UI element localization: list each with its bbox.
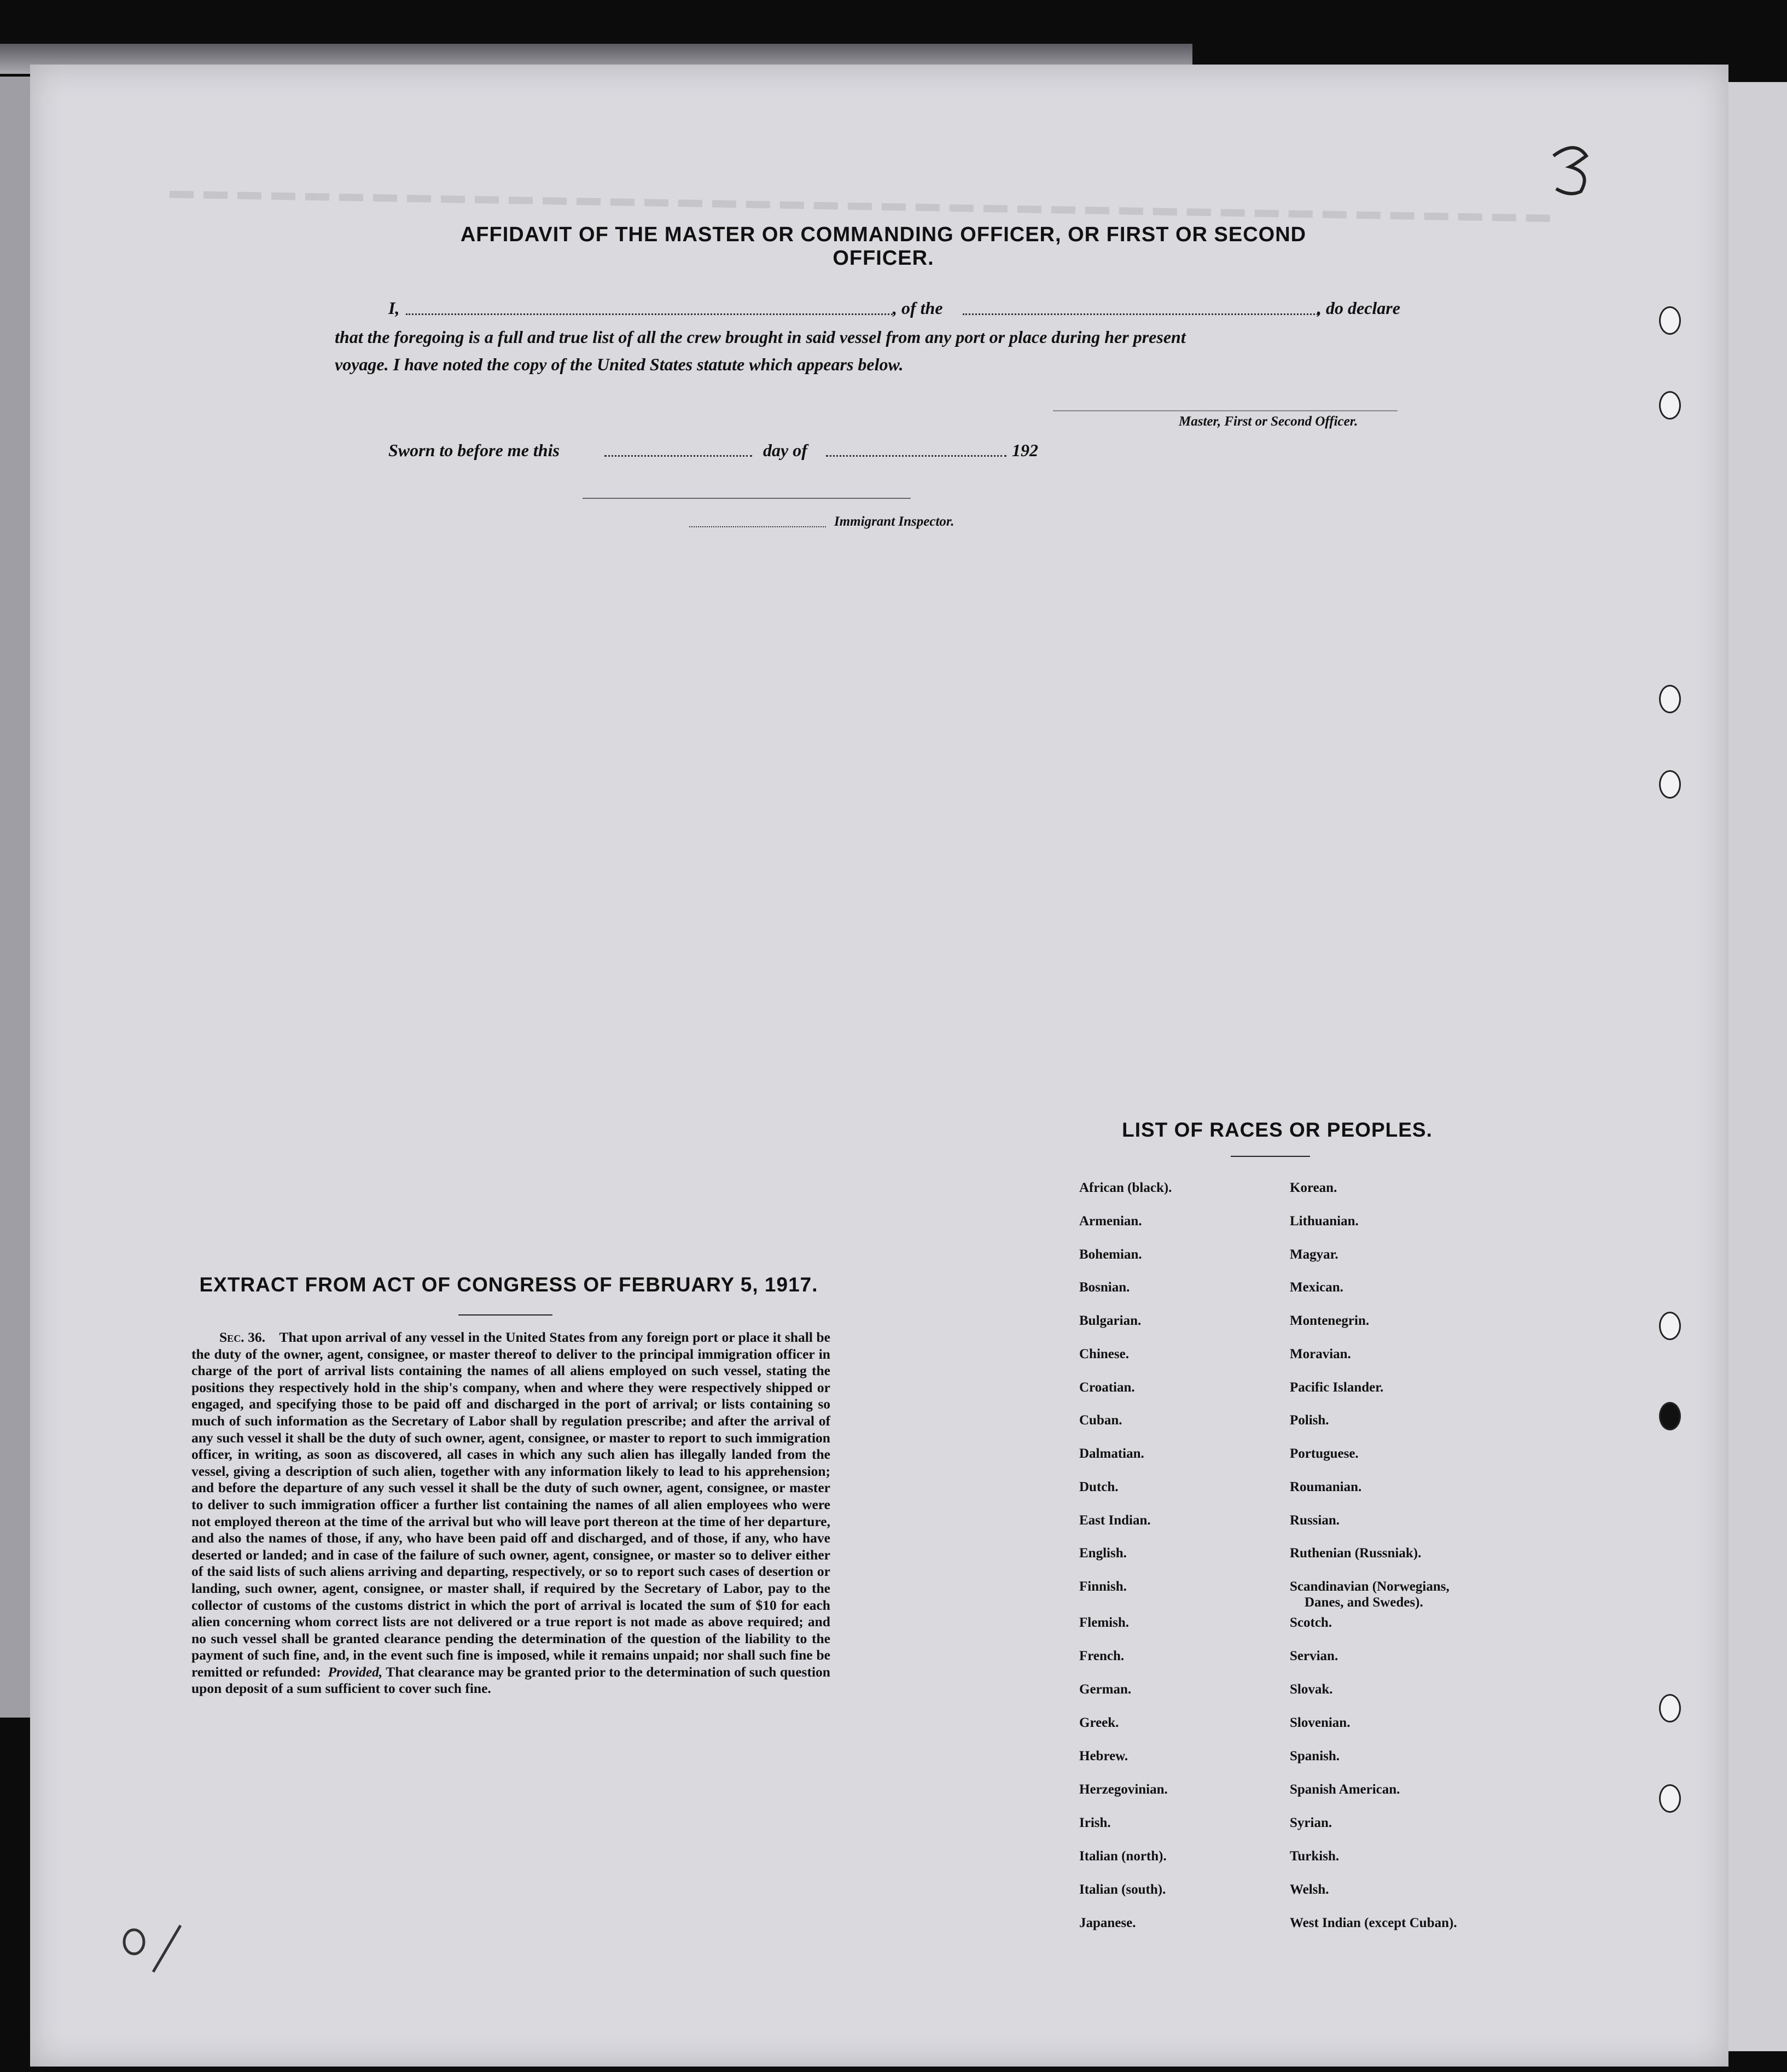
race-item: Scotch. [1290, 1615, 1332, 1630]
race-item: Montenegrin. [1290, 1313, 1370, 1328]
race-item: Dutch. [1079, 1480, 1119, 1494]
race-item: Spanish. [1290, 1749, 1340, 1763]
race-item: Herzegovinian. [1079, 1782, 1168, 1797]
binder-hole [1659, 1784, 1681, 1813]
affidavit-line2: that the foregoing is a full and true list of all the crew brought in said vessel from any port or place during her present [335, 327, 1186, 347]
race-item: Polish. [1290, 1413, 1329, 1428]
inspector-caption: Immigrant Inspector. [834, 514, 954, 529]
vessel-blank-field[interactable] [963, 313, 1318, 315]
bleed-through-text: ▬▬▬▬▬▬▬▬▬▬▬▬▬▬▬▬▬▬▬▬▬▬▬▬▬▬▬▬▬▬▬▬▬▬▬▬▬▬▬▬▬ [169, 176, 1561, 228]
races-title-rule [1231, 1156, 1310, 1157]
race-item: Servian. [1290, 1649, 1338, 1663]
race-item: Dalmatian. [1079, 1446, 1144, 1461]
race-item: French. [1079, 1649, 1125, 1663]
affidavit-line1-mid: , of the [893, 298, 943, 318]
race-item: Slovenian. [1290, 1715, 1351, 1730]
handwritten-corner-mark [1542, 139, 1608, 200]
race-item: Ruthenian (Russniak). [1290, 1546, 1422, 1561]
race-item: Syrian. [1290, 1815, 1332, 1830]
scanner-left-strip [0, 77, 30, 1718]
inspector-signature-field[interactable] [583, 498, 911, 499]
race-item: Portuguese. [1290, 1446, 1359, 1461]
race-item: Bohemian. [1079, 1247, 1142, 1262]
extract-title-rule [458, 1314, 552, 1316]
race-item: West Indian (except Cuban). [1290, 1916, 1457, 1930]
race-item: Scandinavian (Norwegians, [1290, 1579, 1450, 1594]
handwritten-bottom-mark [115, 1920, 197, 1975]
affidavit-line3: voyage. I have noted the copy of the United States statute which appears below. [335, 354, 904, 374]
race-item: Cuban. [1079, 1413, 1122, 1428]
race-item: Chinese. [1079, 1347, 1129, 1361]
race-item: Lithuanian. [1290, 1214, 1359, 1229]
race-item: Japanese. [1079, 1916, 1136, 1930]
race-item: Russian. [1290, 1513, 1340, 1528]
race-item: Danes, and Swedes). [1305, 1595, 1423, 1610]
race-item: Mexican. [1290, 1280, 1343, 1295]
sworn-line-mid: day of [763, 440, 807, 460]
race-item: Magyar. [1290, 1247, 1338, 1262]
officer-signature-caption: Master, First or Second Officer. [1179, 414, 1358, 429]
sworn-day-field[interactable] [604, 455, 752, 457]
race-item: African (black). [1079, 1180, 1172, 1195]
race-item: Roumanian. [1290, 1480, 1362, 1494]
race-item: Spanish American. [1290, 1782, 1400, 1797]
race-item: Greek. [1079, 1715, 1119, 1730]
section-body: That upon arrival of any vessel in the United States from any foreign port or place it shall be the duty of the owner, agent, consignee, or master thereof to deliver to the principal immigration officer in charge of the port of arrival lists containing the names of all aliens employed on such vessel, stating the positions they respectively hold in the ship's company, when and where they were respectively shipped or engaged, and specifying those to be paid off and discharged in the port of arrival; or lists containing so much of such information as the Secretary of Labor shall by regulation prescribe; and after the arrival of any such vessel it shall be the duty of such owner, agent, consignee, or master to report to such immigration officer, in writing, as soon as discovered, all cases in which any such alien has illegally landed from the vessel, giving a description of such alien, together with any information likely to lead to his apprehension; and before the departure of any such vessel it shall be the duty of such owner, agent, consignee, or master to deliver to such immigration officer a further list containing the names of all alien employees who were not employed thereon at the time of the arrival but who will leave port thereon at the time of her departure, and also the names of those, if any, who have been paid off and discharged, and of those, if any, who have deserted or landed; and in case of the failure of such owner, agent, consignee, or master so to deliver either of the said lists of such aliens arriving and departing, respectively, or so to report such cases of desertion or landing, such owner, agent, consignee, or master shall, if required by the Secretary of Labor, pay to the collector of customs of the customs district in which the port of arrival is located the sum of $10 for each alien concerning whom correct lists are not delivered or a true report is not made as above required; and no such vessel shall be granted clearance pending the determination of the question of the liability to the payment of such fine, and, in the event such fine is imposed, while it remains unpaid; nor shall such fine be remitted or refunded: [191, 1329, 830, 1680]
affidavit-title: AFFIDAVIT OF THE MASTER OR COMMANDING OFFICER, OR FIRST OR SECOND OFFICER. [460, 223, 1307, 270]
race-item: Croatian. [1079, 1380, 1135, 1395]
extract-title: EXTRACT FROM ACT OF CONGRESS OF FEBRUARY 5, 1917. [199, 1273, 818, 1296]
race-item: Bosnian. [1079, 1280, 1130, 1295]
race-item: Bulgarian. [1079, 1313, 1142, 1328]
race-item: Flemish. [1079, 1615, 1129, 1630]
binder-hole [1659, 770, 1681, 799]
sworn-year: 192 [1012, 440, 1038, 460]
section-label: Sec. 36. [219, 1329, 265, 1345]
race-item: Moravian. [1290, 1347, 1351, 1361]
provided-label: Provided, [328, 1663, 383, 1680]
race-item: Finnish. [1079, 1579, 1127, 1594]
name-blank-field[interactable] [406, 313, 893, 315]
race-item: English. [1079, 1546, 1127, 1561]
race-item: Italian (south). [1079, 1882, 1166, 1897]
binder-hole [1659, 1312, 1681, 1340]
race-item: Turkish. [1290, 1849, 1340, 1864]
sworn-line-start: Sworn to before me this [388, 440, 560, 460]
race-item: Hebrew. [1079, 1749, 1128, 1763]
affidavit-line1-start: I, [388, 298, 400, 318]
races-title: LIST OF RACES OR PEOPLES. [1122, 1119, 1433, 1141]
officer-signature-field[interactable] [1053, 410, 1398, 411]
race-item: Korean. [1290, 1180, 1337, 1195]
race-item: East Indian. [1079, 1513, 1151, 1528]
binder-hole [1659, 391, 1681, 420]
provided-text: That clearance may be granted prior to the determination of such question upon deposit of a sum sufficient to cover such fine. [191, 1663, 830, 1697]
race-item: Welsh. [1290, 1882, 1329, 1897]
binder-hole [1659, 685, 1681, 713]
race-item: Armenian. [1079, 1214, 1142, 1229]
affidavit-line1-end: , do declare [1317, 298, 1400, 318]
binder-hole [1659, 306, 1681, 335]
underlying-page-edge [1723, 82, 1787, 2051]
race-item: Irish. [1079, 1815, 1111, 1830]
inspector-dotted-lead [689, 526, 826, 527]
section-36-text [191, 1329, 830, 1697]
race-item: Slovak. [1290, 1682, 1333, 1697]
binder-hole [1659, 1402, 1681, 1430]
race-item: German. [1079, 1682, 1132, 1697]
race-item: Pacific Islander. [1290, 1380, 1384, 1395]
sworn-month-field[interactable] [826, 455, 1006, 457]
binder-hole [1659, 1694, 1681, 1722]
race-item: Italian (north). [1079, 1849, 1167, 1864]
